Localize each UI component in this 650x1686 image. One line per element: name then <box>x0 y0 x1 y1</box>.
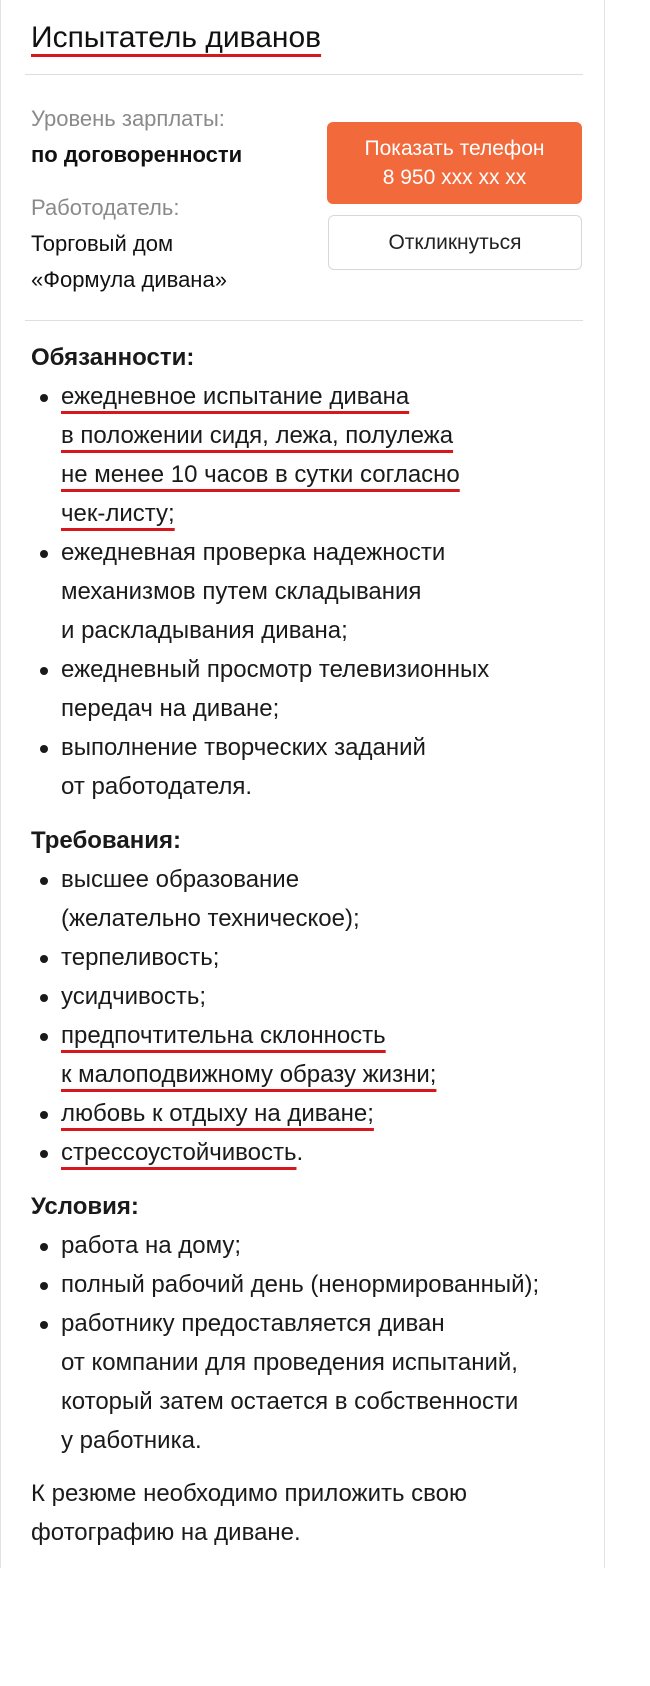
list-item: терпеливость; <box>31 938 591 977</box>
duties-heading: Обязанности: <box>31 344 195 371</box>
employer-name-line2: «Формула дивана» <box>31 267 227 292</box>
list-item: стрессоустойчивость. <box>31 1133 591 1172</box>
employer-label: Работодатель: <box>31 195 180 220</box>
list-item: работнику предоставляется диван от компании для проведения испытаний, который затем остается в собственности у работника. <box>31 1304 591 1460</box>
vacancy-description <box>31 338 591 1552</box>
respond-button[interactable]: Откликнуться <box>328 215 582 270</box>
show-phone-button-label: Показать телефон <box>364 137 545 160</box>
requirements-heading: Требования: <box>31 827 181 854</box>
conditions-list <box>31 1226 591 1460</box>
employer-name-line1: Торговый дом <box>31 231 174 256</box>
divider-top <box>25 74 583 75</box>
divider-middle <box>25 320 583 321</box>
list-item: ежедневная проверка надежности механизмов путем складывания и раскладывания дивана; <box>31 533 591 650</box>
vacancy-title <box>31 18 321 58</box>
list-item: полный рабочий день (ненормированный); <box>31 1265 591 1304</box>
vacancy-title-text: Испытатель диванов <box>31 21 322 54</box>
list-item: любовь к отдыху на диване; <box>31 1094 591 1133</box>
resume-note: К резюме необходимо приложить свою фотографию на диване. <box>31 1480 467 1546</box>
list-item: работа на дому; <box>31 1226 591 1265</box>
salary-value: по договоренности <box>31 142 243 167</box>
show-phone-button[interactable] <box>327 122 582 204</box>
duties-list <box>31 377 591 806</box>
list-item: усидчивость; <box>31 977 591 1016</box>
list-item: ежедневный просмотр телевизионных передач на диване; <box>31 650 591 728</box>
list-item: высшее образование (желательно техническое); <box>31 860 591 938</box>
conditions-heading: Условия: <box>31 1193 139 1220</box>
list-item: ежедневное испытание дивана в положении сидя, лежа, полулежа не менее 10 часов в сутки согласно чек-листу; <box>31 377 591 533</box>
list-item: предпочтительна склонность к малоподвижному образу жизни; <box>31 1016 591 1094</box>
salary-label: Уровень зарплаты: <box>31 106 225 131</box>
list-item: выполнение творческих заданий от работодателя. <box>31 728 591 806</box>
phone-number: 8 950 xxx xx xx <box>382 166 527 189</box>
requirements-list <box>31 860 591 1172</box>
